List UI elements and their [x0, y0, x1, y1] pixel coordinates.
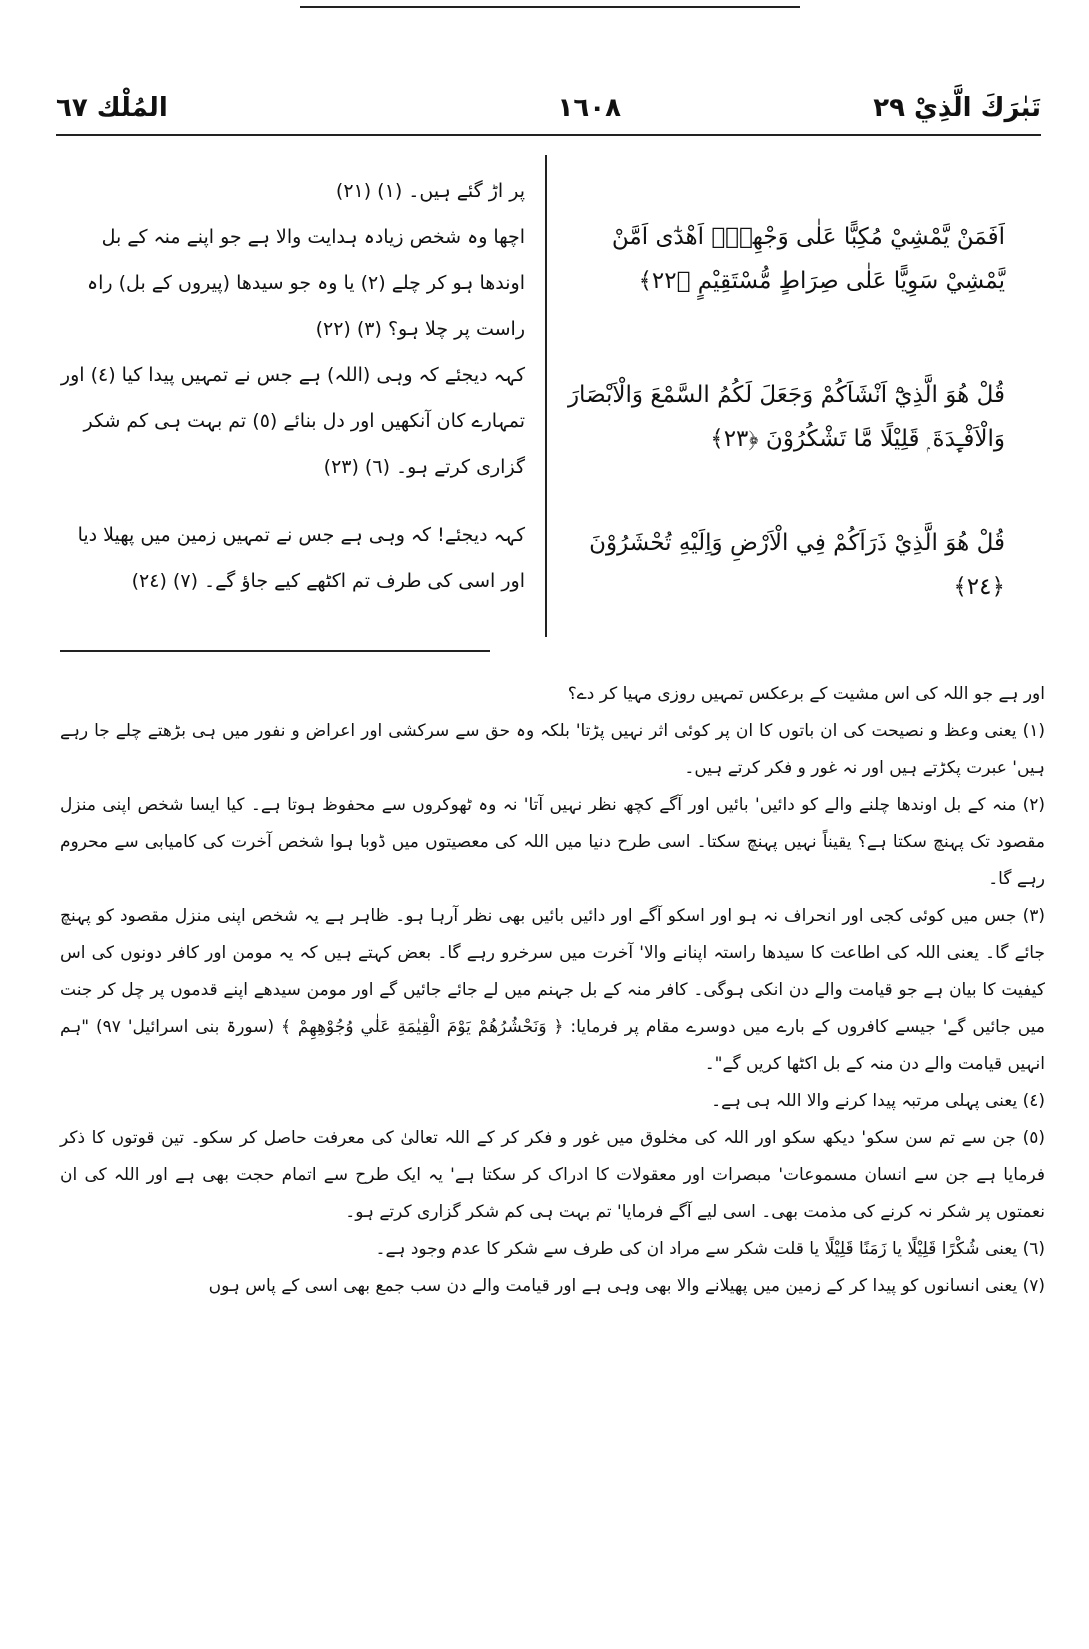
- footnote-5: (٥) جن سے تم سن سکو' دیکھ سکو اور اللہ کی مخلوق میں غور و فکر کر کے اللہ تعالیٰ کی معرفت حاصل کر سکو۔ تین قوتوں کا ذکر فرمایا ہے جن سے انسان مسموعات' مبصرات اور معقولات کا ادراک کر سکتا ہے' یہ ایک طرح سے اتمام حجت بھی ہے اور اللہ کی ان نعمتوں پر شکر نہ کرنے کی مذمت بھی۔ اسی لیے آگے فرمایا' تم بہت ہی کم شکر گزاری کرتے ہو۔: [60, 1128, 1045, 1222]
- footnote-4: (٤) یعنی پہلی مرتبہ پیدا کرنے والا اللہ ہی ہے۔: [711, 1091, 1045, 1111]
- ayah-24: قُلْ هُوَ الَّذِيْ ذَرَاَكُمْ فِي الْاَرْضِ وَاِلَيْهِ تُحْشَرُوْنَ ﴿٢٤﴾: [589, 530, 1005, 600]
- ayah-22: اَفَمَنْ يَّمْشِيْ مُكِبًّا عَلٰى وَجْهِهٖٓ اَهْدٰٓى اَمَّنْ يَّمْشِيْ سَوِيًّا عَلٰى صِرَاطٍ مُّسْتَقِيْمٍ ﴿٢٢﴾: [611, 224, 1005, 294]
- footnote-1: (١) یعنی وعظ و نصیحت کی ان باتوں کا ان پر کوئی اثر نہیں پڑتا' بلکہ وہ حق سے سرکشی اور اعراض و نفور میں ہی بڑھتے چلے جا رہے ہیں' عبرت پکڑتے ہیں اور نہ غور و فکر کرتے ہیں۔: [60, 721, 1045, 778]
- footnote-6: (٦) یعنی شُكْرًا قَلِيْلًا یا زَمَنًا قَلِيْلًا یا قلت شکر سے مراد ان کی طرف سے شکر کا عدم وجود ہے۔: [375, 1239, 1045, 1259]
- juz-title: تَبٰرَكَ الَّذِيْ ٢٩: [873, 93, 1041, 123]
- footnote-3: (٣) جس میں کوئی کجی اور انحراف نہ ہو اور اسکو آگے اور دائیں بائیں بھی نظر آرہا ہو۔ ظاہر ہے یہ شخص اپنی منزل مقصود کو پہنچ جائے گا۔ یعنی اللہ کی اطاعت کا سیدھا راستہ اپنانے والا' آخرت میں سرخرو رہے گا۔ بعض کہتے ہیں کہ یہ مومن اور کافر دونوں کی اس کیفیت کا بیان ہے جو قیامت والے دن انکی ہوگی۔ کافر منہ کے بل جہنم میں لے جائے جائیں گے اور مومن سیدھے اپنے قدموں پر چل کر جنت میں جائیں گے' جیسے کافروں کے بارے میں دوسرے مقام پر فرمایا: ﴿ وَنَحْشُرُهُمْ يَوْمَ الْقِيٰمَةِ عَلٰي وُجُوْهِهِمْ ﴾ (سورۃ بنی اسرائیل' ٩٧) "ہم انہیں قیامت والے دن منہ کے بل اکٹھا کریں گے"۔: [60, 906, 1045, 1074]
- surah-title: المُلْك ٦٧: [56, 93, 168, 123]
- translation-23: کہہ دیجئے کہ وہی (اللہ) ہے جس نے تمہیں پیدا کیا (٤) اور تمہارے کان آنکھیں اور دل بنائے (٥) تم بہت ہی کم شکر گزاری کرتے ہو۔ (٦) (٢٣): [60, 364, 525, 478]
- footnote-continuation: اور ہے جو اللہ کی اس مشیت کے برعکس تمہیں روزی مہیا کر دے؟: [567, 684, 1045, 704]
- footnote-2: (٢) منہ کے بل اوندھا چلنے والے کو دائیں' بائیں اور آگے کچھ نظر نہیں آتا' نہ وہ ٹھوکروں سے محفوظ ہوتا ہے۔ کیا ایسا شخص اپنی منزل مقصود تک پہنچ سکتا ہے؟ یقیناً نہیں پہنچ سکتا۔ اسی طرح دنیا میں اللہ کی معصیتوں میں ڈوبا ہوا شخص آخرت کی کامیابی سے محروم رہے گا۔: [60, 795, 1045, 889]
- page-header: [56, 88, 1041, 128]
- translation-24: کہہ دیجئے! کہ وہی ہے جس نے تمہیں زمین میں پھیلا دیا اور اسی کی طرف تم اکٹھے کیے جاؤ گے۔ (٧) (٢٤): [77, 524, 525, 592]
- footnote-7: (٧) یعنی انسانوں کو پیدا کر کے زمین میں پھیلانے والا بھی وہی ہے اور قیامت والے دن سب جمع بھی اسی کے پاس ہوں: [208, 1276, 1045, 1296]
- column-divider: [545, 155, 547, 637]
- translation-21: پر اڑ گئے ہیں۔ (١) (٢١): [335, 180, 525, 202]
- footnotes-rule: [60, 650, 490, 652]
- footnotes: [60, 676, 1045, 1305]
- translation-22: اچھا وہ شخص زیادہ ہدایت والا ہے جو اپنے منہ کے بل اوندھا ہو کر چلے (٢) یا وہ جو سیدھا (پیروں کے بل) راہ راست پر چلا ہو؟ (٣) (٢٢): [87, 226, 525, 340]
- page-number: ١٦٠٨: [557, 93, 621, 123]
- top-rule: [300, 6, 800, 8]
- ayah-23: قُلْ هُوَ الَّذِيْٓ اَنْشَاَكُمْ وَجَعَلَ لَكُمُ السَّمْعَ وَالْاَبْصَارَ وَالْاَفْـِٕدَةَ ۭ قَلِيْلًا مَّا تَشْكُرُوْنَ ﴿٢٣﴾: [567, 382, 1005, 452]
- header-rule: [56, 134, 1041, 136]
